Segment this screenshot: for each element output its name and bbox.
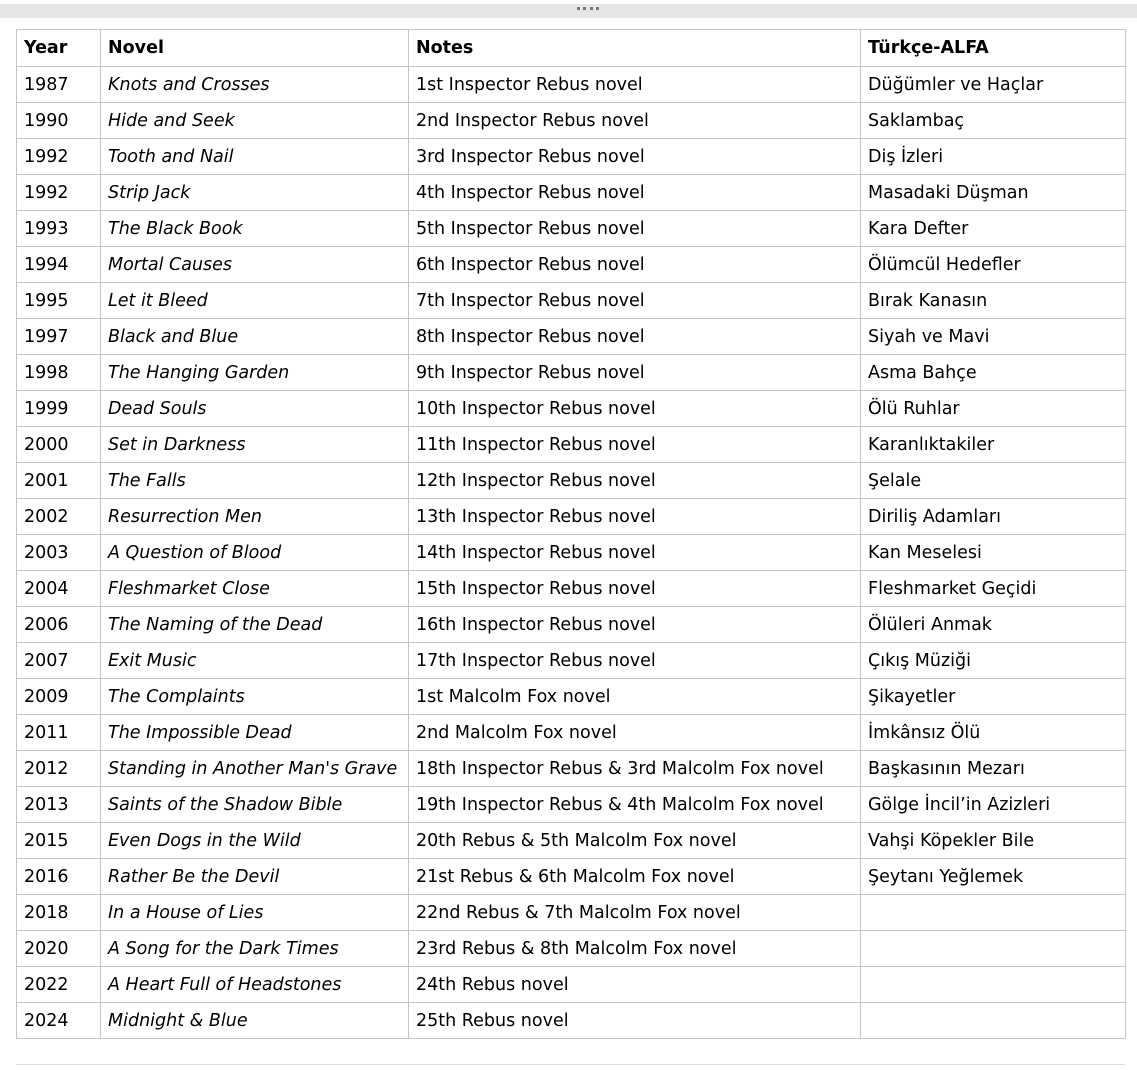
table-row xyxy=(17,211,1126,247)
cell-novel: Strip Jack xyxy=(101,175,409,211)
table-row xyxy=(17,535,1126,571)
table-row xyxy=(17,247,1126,283)
cell-novel: Rather Be the Devil xyxy=(101,859,409,895)
table-row xyxy=(17,607,1126,643)
cell-notes: 20th Rebus & 5th Malcolm Fox novel xyxy=(409,823,861,859)
table-row xyxy=(17,571,1126,607)
table-row xyxy=(17,931,1126,967)
cell-novel: Midnight & Blue xyxy=(101,1003,409,1039)
cell-year: 1990 xyxy=(17,103,101,139)
resize-grip-icon[interactable] xyxy=(577,7,599,11)
cell-novel: Saints of the Shadow Bible xyxy=(101,787,409,823)
cell-notes: 8th Inspector Rebus novel xyxy=(409,319,861,355)
cell-novel: The Falls xyxy=(101,463,409,499)
cell-turkish: Diriliş Adamları xyxy=(861,499,1126,535)
cell-notes: 4th Inspector Rebus novel xyxy=(409,175,861,211)
table-row xyxy=(17,427,1126,463)
cell-turkish: Başkasının Mezarı xyxy=(861,751,1126,787)
cell-notes: 25th Rebus novel xyxy=(409,1003,861,1039)
table-row xyxy=(17,283,1126,319)
cell-notes: 5th Inspector Rebus novel xyxy=(409,211,861,247)
cell-turkish: Saklambaç xyxy=(861,103,1126,139)
cell-novel: Set in Darkness xyxy=(101,427,409,463)
cell-notes: 6th Inspector Rebus novel xyxy=(409,247,861,283)
novels-table-container xyxy=(16,29,1126,1039)
cell-turkish: İmkânsız Ölü xyxy=(861,715,1126,751)
cell-novel: A Question of Blood xyxy=(101,535,409,571)
cell-turkish: Şikayetler xyxy=(861,679,1126,715)
cell-year: 2000 xyxy=(17,427,101,463)
cell-notes: 2nd Inspector Rebus novel xyxy=(409,103,861,139)
cell-year: 1998 xyxy=(17,355,101,391)
cell-novel: Standing in Another Man's Grave xyxy=(101,751,409,787)
cell-year: 1992 xyxy=(17,139,101,175)
cell-year: 2016 xyxy=(17,859,101,895)
cell-novel: Dead Souls xyxy=(101,391,409,427)
table-row xyxy=(17,499,1126,535)
table-row xyxy=(17,67,1126,103)
table-row xyxy=(17,859,1126,895)
table-row xyxy=(17,1003,1126,1039)
cell-year: 2024 xyxy=(17,1003,101,1039)
cell-turkish: Şeytanı Yeğlemek xyxy=(861,859,1126,895)
table-row xyxy=(17,355,1126,391)
cell-year: 2002 xyxy=(17,499,101,535)
table-row xyxy=(17,643,1126,679)
cell-turkish: Masadaki Düşman xyxy=(861,175,1126,211)
cell-year: 2015 xyxy=(17,823,101,859)
cell-turkish: Kan Meselesi xyxy=(861,535,1126,571)
cell-turkish: Bırak Kanasın xyxy=(861,283,1126,319)
cell-notes: 23rd Rebus & 8th Malcolm Fox novel xyxy=(409,931,861,967)
cell-novel: A Song for the Dark Times xyxy=(101,931,409,967)
cell-turkish xyxy=(861,967,1126,1003)
table-row xyxy=(17,751,1126,787)
cell-turkish xyxy=(861,895,1126,931)
cell-novel: The Naming of the Dead xyxy=(101,607,409,643)
window-top-bar xyxy=(0,4,1137,18)
cell-turkish: Düğümler ve Haçlar xyxy=(861,67,1126,103)
cell-year: 1997 xyxy=(17,319,101,355)
cell-turkish: Çıkış Müziği xyxy=(861,643,1126,679)
table-header-row xyxy=(17,30,1126,67)
cell-novel: Even Dogs in the Wild xyxy=(101,823,409,859)
cell-notes: 19th Inspector Rebus & 4th Malcolm Fox novel xyxy=(409,787,861,823)
cell-novel: Resurrection Men xyxy=(101,499,409,535)
bottom-divider xyxy=(16,1064,1125,1065)
cell-novel: The Black Book xyxy=(101,211,409,247)
header-turkish: Türkçe-ALFA xyxy=(861,30,1126,67)
header-novel: Novel xyxy=(101,30,409,67)
cell-novel: Hide and Seek xyxy=(101,103,409,139)
table-row xyxy=(17,679,1126,715)
cell-year: 1994 xyxy=(17,247,101,283)
cell-turkish xyxy=(861,931,1126,967)
cell-notes: 12th Inspector Rebus novel xyxy=(409,463,861,499)
cell-year: 2018 xyxy=(17,895,101,931)
cell-year: 2006 xyxy=(17,607,101,643)
table-row xyxy=(17,715,1126,751)
cell-novel: Exit Music xyxy=(101,643,409,679)
cell-year: 1987 xyxy=(17,67,101,103)
cell-novel: Mortal Causes xyxy=(101,247,409,283)
table-body xyxy=(17,67,1126,1039)
cell-notes: 2nd Malcolm Fox novel xyxy=(409,715,861,751)
cell-novel: The Complaints xyxy=(101,679,409,715)
header-year: Year xyxy=(17,30,101,67)
cell-notes: 3rd Inspector Rebus novel xyxy=(409,139,861,175)
cell-year: 2004 xyxy=(17,571,101,607)
cell-novel: The Hanging Garden xyxy=(101,355,409,391)
cell-novel: A Heart Full of Headstones xyxy=(101,967,409,1003)
cell-notes: 1st Malcolm Fox novel xyxy=(409,679,861,715)
cell-year: 2003 xyxy=(17,535,101,571)
cell-year: 2007 xyxy=(17,643,101,679)
cell-year: 1995 xyxy=(17,283,101,319)
cell-turkish: Ölüleri Anmak xyxy=(861,607,1126,643)
cell-novel: Knots and Crosses xyxy=(101,67,409,103)
cell-notes: 17th Inspector Rebus novel xyxy=(409,643,861,679)
novels-table xyxy=(16,29,1126,1039)
table-row xyxy=(17,967,1126,1003)
cell-notes: 1st Inspector Rebus novel xyxy=(409,67,861,103)
cell-turkish: Siyah ve Mavi xyxy=(861,319,1126,355)
cell-turkish xyxy=(861,1003,1126,1039)
cell-notes: 9th Inspector Rebus novel xyxy=(409,355,861,391)
cell-year: 2001 xyxy=(17,463,101,499)
cell-novel: Fleshmarket Close xyxy=(101,571,409,607)
cell-notes: 22nd Rebus & 7th Malcolm Fox novel xyxy=(409,895,861,931)
table-row xyxy=(17,823,1126,859)
cell-turkish: Fleshmarket Geçidi xyxy=(861,571,1126,607)
cell-notes: 16th Inspector Rebus novel xyxy=(409,607,861,643)
cell-notes: 18th Inspector Rebus & 3rd Malcolm Fox novel xyxy=(409,751,861,787)
cell-notes: 10th Inspector Rebus novel xyxy=(409,391,861,427)
cell-year: 2011 xyxy=(17,715,101,751)
cell-novel: Let it Bleed xyxy=(101,283,409,319)
cell-turkish: Vahşi Köpekler Bile xyxy=(861,823,1126,859)
table-row xyxy=(17,319,1126,355)
cell-year: 2022 xyxy=(17,967,101,1003)
cell-year: 2020 xyxy=(17,931,101,967)
cell-year: 1992 xyxy=(17,175,101,211)
table-row xyxy=(17,175,1126,211)
table-row xyxy=(17,139,1126,175)
cell-notes: 14th Inspector Rebus novel xyxy=(409,535,861,571)
cell-year: 1999 xyxy=(17,391,101,427)
cell-notes: 15th Inspector Rebus novel xyxy=(409,571,861,607)
cell-novel: Tooth and Nail xyxy=(101,139,409,175)
cell-turkish: Ölü Ruhlar xyxy=(861,391,1126,427)
cell-turkish: Şelale xyxy=(861,463,1126,499)
cell-notes: 11th Inspector Rebus novel xyxy=(409,427,861,463)
cell-year: 2012 xyxy=(17,751,101,787)
cell-notes: 24th Rebus novel xyxy=(409,967,861,1003)
cell-turkish: Asma Bahçe xyxy=(861,355,1126,391)
cell-novel: The Impossible Dead xyxy=(101,715,409,751)
table-row xyxy=(17,391,1126,427)
table-row xyxy=(17,895,1126,931)
cell-notes: 13th Inspector Rebus novel xyxy=(409,499,861,535)
table-row xyxy=(17,787,1126,823)
cell-turkish: Gölge İncil’in Azizleri xyxy=(861,787,1126,823)
cell-notes: 21st Rebus & 6th Malcolm Fox novel xyxy=(409,859,861,895)
cell-year: 1993 xyxy=(17,211,101,247)
cell-turkish: Karanlıktakiler xyxy=(861,427,1126,463)
cell-year: 2009 xyxy=(17,679,101,715)
cell-novel: In a House of Lies xyxy=(101,895,409,931)
cell-turkish: Kara Defter xyxy=(861,211,1126,247)
cell-turkish: Ölümcül Hedefler xyxy=(861,247,1126,283)
table-row xyxy=(17,103,1126,139)
cell-notes: 7th Inspector Rebus novel xyxy=(409,283,861,319)
cell-novel: Black and Blue xyxy=(101,319,409,355)
header-notes: Notes xyxy=(409,30,861,67)
table-row xyxy=(17,463,1126,499)
cell-year: 2013 xyxy=(17,787,101,823)
cell-turkish: Diş İzleri xyxy=(861,139,1126,175)
